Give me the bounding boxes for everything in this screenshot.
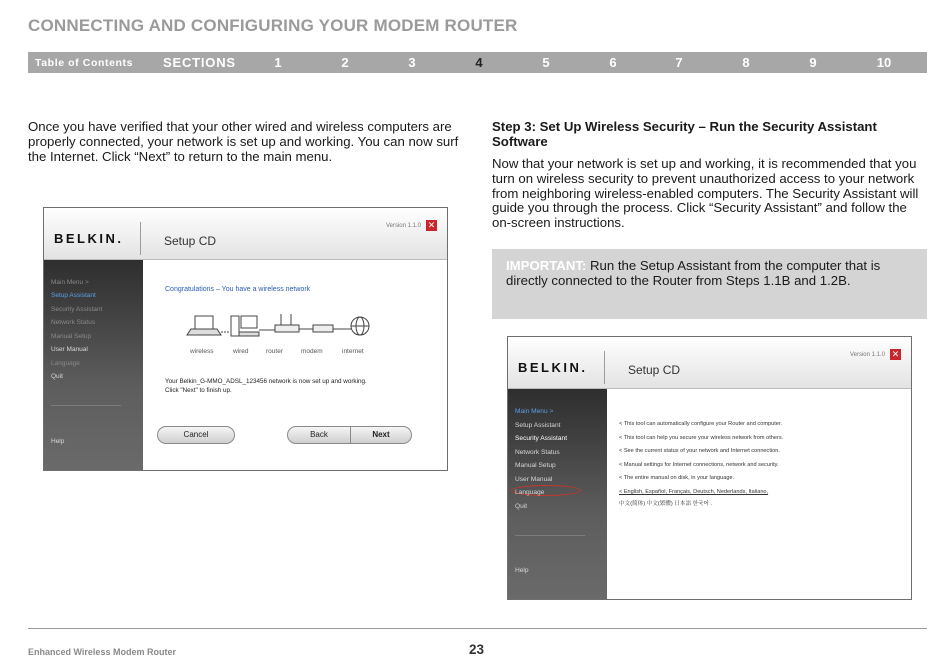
side-menu — [508, 389, 607, 599]
wireless-laptop-icon — [187, 316, 221, 335]
globe-icon — [351, 317, 369, 335]
section-link-7[interactable]: 7 — [675, 55, 683, 70]
label-wired: wired — [233, 348, 249, 355]
network-ready-line-2: Click "Next" to finish up. — [165, 386, 232, 394]
setup-cd-screenshot-main-menu — [507, 336, 912, 600]
section-link-3[interactable]: 3 — [408, 55, 416, 70]
menu-language[interactable]: Language — [51, 360, 80, 367]
section-link-8[interactable]: 8 — [742, 55, 750, 70]
menu-security-assistant[interactable]: Security Assistant — [515, 435, 568, 442]
page-number: 23 — [469, 642, 485, 657]
desc-user-manual: < The entire manual on disk, in your language. — [619, 475, 735, 481]
section-nav-bar — [28, 52, 927, 73]
page-title: CONNECTING AND CONFIGURING YOUR MODEM ROUTER — [28, 16, 518, 35]
app-header — [508, 337, 911, 389]
menu-manual-setup[interactable]: Manual Setup — [51, 333, 92, 340]
menu-manual-setup[interactable]: Manual Setup — [515, 462, 556, 469]
next-button[interactable]: Next — [350, 426, 412, 444]
important-text: Run the Setup Assistant from the computer that is directly connected to the Router from Steps 1.1B and 1.2B. — [506, 258, 881, 288]
congrats-heading: Congratulations – You have a wireless network — [165, 286, 311, 293]
desc-security: < This tool can help you secure your wireless network from others. — [619, 435, 784, 441]
desc-languages[interactable]: < English, Español, Français, Deutsch, Nederlands, Italiano, — [619, 489, 769, 495]
close-icon[interactable]: ✕ — [891, 349, 900, 359]
menu-quit[interactable]: Quit — [515, 503, 528, 510]
footer-product-name: Enhanced Wireless Modem Router — [28, 647, 176, 657]
menu-descriptions — [607, 389, 911, 599]
side-menu — [44, 260, 143, 470]
menu-network-status[interactable]: Network Status — [515, 449, 560, 456]
belkin-logo: BELKIN. — [54, 231, 124, 246]
menu-language[interactable]: Language — [515, 489, 545, 496]
label-modem: modem — [301, 348, 323, 355]
table-of-contents-link[interactable]: Table of Contents — [35, 57, 134, 69]
menu-main[interactable]: Main Menu > — [515, 408, 554, 415]
desc-status: < See the current status of your network and Internet connection. — [619, 448, 780, 454]
menu-quit[interactable]: Quit — [51, 373, 63, 380]
section-link-1[interactable]: 1 — [274, 55, 282, 70]
desc-setup: < This tool can automatically configure your Router and computer. — [619, 421, 782, 427]
network-ready-line-1: Your Belkin_G-MMO_ADSL_123456 network is now set up and working. — [165, 378, 367, 385]
header-divider — [140, 222, 141, 255]
section-link-4[interactable]: 4 — [475, 55, 483, 70]
step-paragraph: Now that your network is set up and working, it is recommended that you turn on wireless security to prevent unauthorized access to your network from neighboring wireless-enabled computers. The Security Assistant will guide you through the process. Click “Security Assistant” and follow the on-screen instructions. — [492, 156, 919, 231]
section-link-6[interactable]: 6 — [609, 55, 617, 70]
belkin-logo: BELKIN. — [518, 360, 588, 375]
network-diagram — [183, 308, 383, 348]
label-wireless: wireless — [190, 348, 214, 355]
menu-divider — [515, 535, 585, 536]
app-header — [44, 208, 447, 260]
network-ready-message — [165, 378, 367, 395]
menu-security-assistant[interactable]: Security Assistant — [51, 306, 103, 313]
setup-cd-screenshot-congrats — [43, 207, 448, 471]
desc-manual-setup: < Manual settings for Internet connections, network and security. — [619, 462, 779, 468]
menu-main[interactable]: Main Menu > — [51, 279, 89, 286]
congrats-panel — [143, 260, 447, 470]
step-heading: Step 3: Set Up Wireless Security – Run the Security Assistant Software — [492, 119, 877, 149]
section-link-9[interactable]: 9 — [809, 55, 817, 70]
section-link-10[interactable]: 10 — [876, 55, 892, 70]
important-note — [492, 249, 927, 319]
menu-user-manual[interactable]: User Manual — [51, 346, 88, 353]
footer-rule — [28, 628, 927, 629]
wired-desktop-icon — [231, 316, 259, 336]
menu-setup-assistant[interactable]: Setup Assistant — [51, 292, 96, 299]
version-label: Version 1.1.0 — [849, 352, 885, 358]
menu-network-status[interactable]: Network Status — [51, 319, 96, 326]
intro-paragraph: Once you have verified that your other wired and wireless computers are properly connected, your network is set up and working. You can now surf the Internet. Click “Next” to return to the main menu. — [28, 119, 459, 164]
label-router: router — [266, 348, 283, 355]
close-icon[interactable]: ✕ — [427, 220, 436, 230]
sections-label: SECTIONS — [163, 55, 236, 70]
important-label: IMPORTANT: — [506, 258, 587, 273]
product-title: Setup CD — [628, 363, 681, 377]
section-link-2[interactable]: 2 — [341, 55, 349, 70]
back-button[interactable]: Back — [287, 426, 351, 444]
desc-languages-asian[interactable]: 中文(简体) 中文(繁體) 日本語 한국어 . — [619, 501, 712, 507]
menu-help[interactable]: Help — [515, 567, 529, 574]
product-title: Setup CD — [164, 234, 217, 248]
version-label: Version 1.1.0 — [385, 223, 421, 229]
menu-setup-assistant[interactable]: Setup Assistant — [515, 422, 561, 429]
cancel-button[interactable]: Cancel — [157, 426, 235, 444]
modem-icon — [313, 325, 333, 332]
section-link-5[interactable]: 5 — [542, 55, 550, 70]
menu-user-manual[interactable]: User Manual — [515, 476, 553, 483]
menu-help[interactable]: Help — [51, 438, 65, 445]
router-icon — [275, 314, 299, 332]
menu-divider — [51, 405, 121, 406]
label-internet: internet — [342, 348, 364, 355]
header-divider — [604, 351, 605, 384]
